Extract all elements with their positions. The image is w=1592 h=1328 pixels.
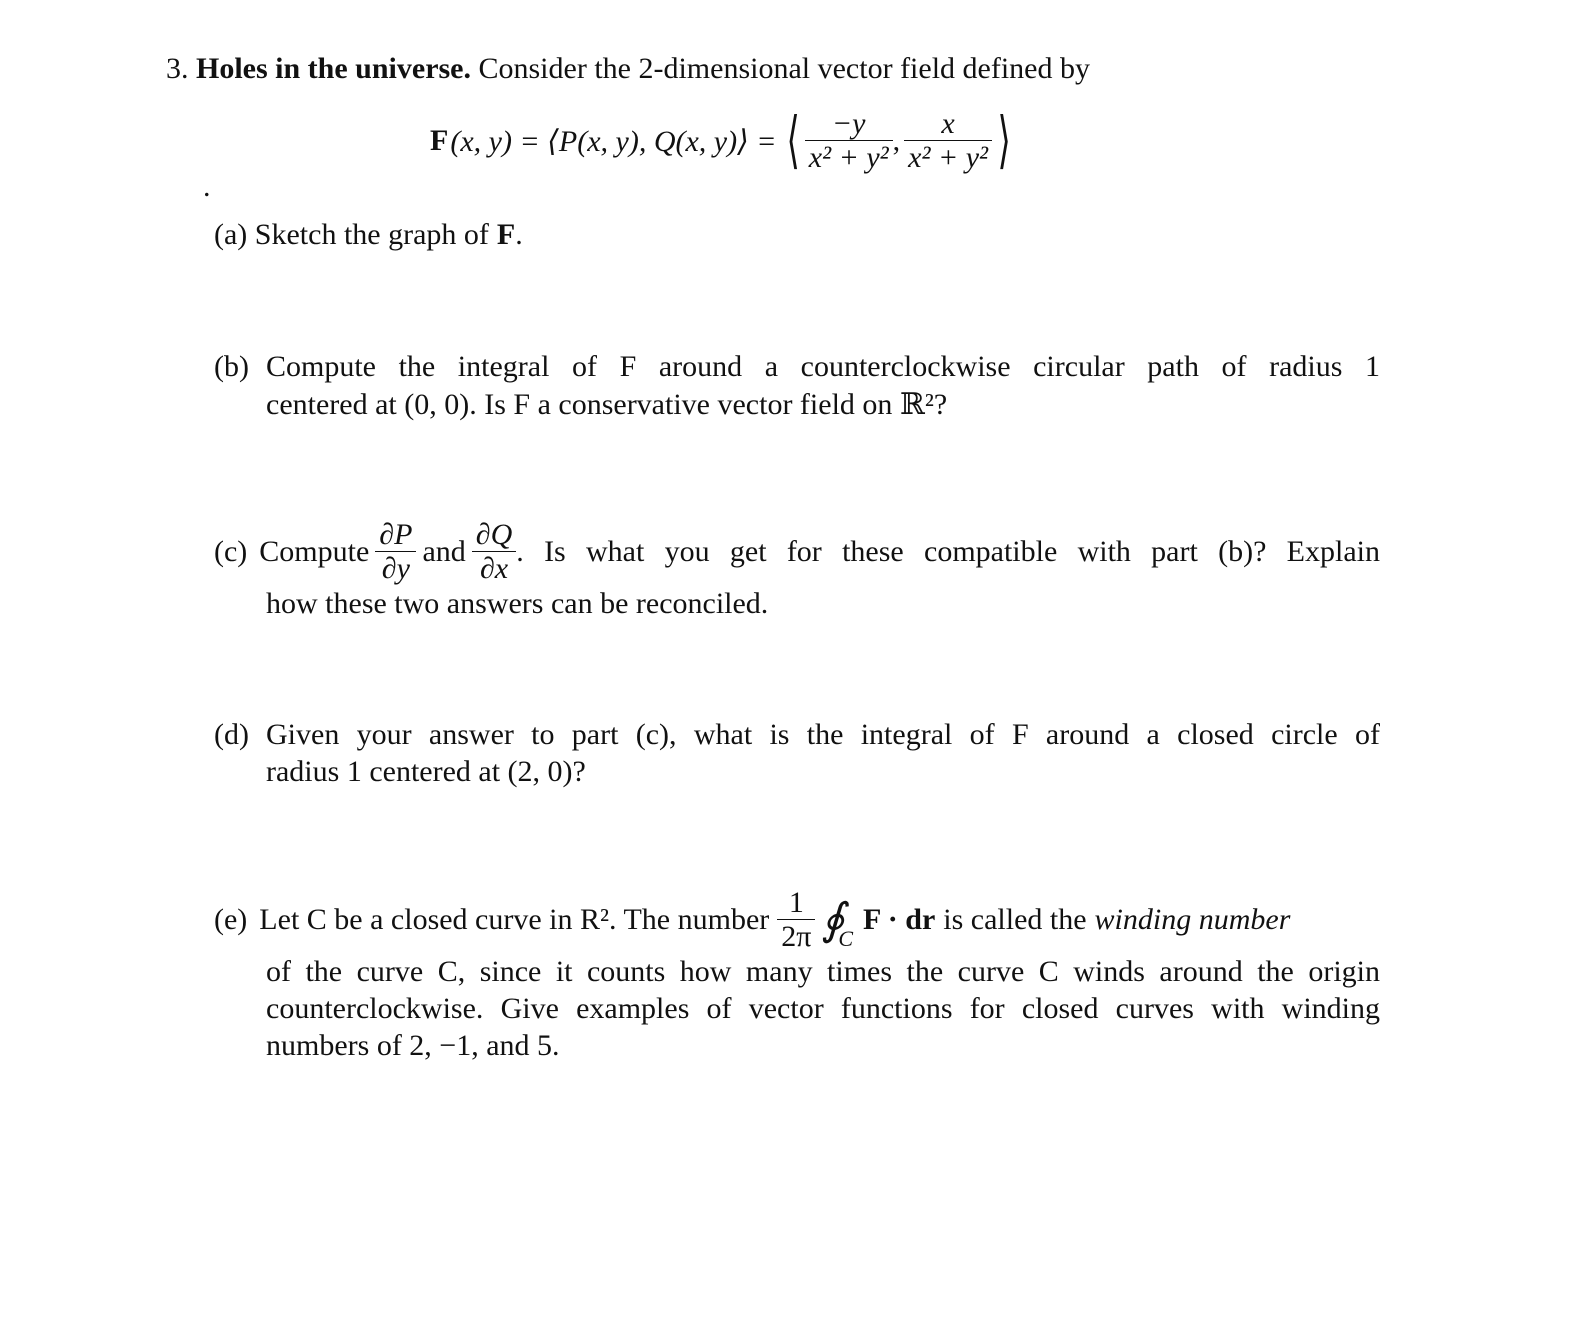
component-2-denominator: x² + y² (904, 140, 992, 174)
part-c-compute: Compute (259, 535, 370, 568)
contour-integral-sign: ∮ (821, 895, 845, 944)
component-2-numerator: x (941, 107, 955, 141)
contour-integral-subscript: C (838, 926, 854, 951)
part-a-bold: F (496, 218, 516, 251)
part-c-line-1 (214, 512, 1380, 592)
part-c-line-2: how these two answers can be reconciled. (266, 587, 769, 620)
part-c-frac2-num: ∂Q (475, 518, 513, 552)
part-d-line-2: radius 1 centered at (2, 0)? (266, 755, 586, 788)
part-e-integrand: F · dr (863, 903, 936, 936)
part-c-frac1-num: ∂P (379, 518, 413, 552)
part-b-line-2: centered at (0, 0). Is F a conservative vector field on ℝ²? (266, 388, 948, 421)
part-c-fraction-1 (375, 519, 416, 585)
problem-number: 3. (166, 52, 189, 85)
vector-field-equation (430, 96, 1016, 186)
part-c-fraction-2 (472, 519, 517, 585)
problem-title: Holes in the universe. (196, 52, 471, 85)
part-c-and: and (422, 535, 466, 568)
part-a (214, 218, 523, 252)
equation-component-1 (805, 108, 893, 174)
part-e-is-called: is called the (943, 903, 1087, 936)
part-e-line-2: of the curve C, since it counts how many times the curve C winds around the origin (266, 955, 1380, 988)
part-e-term: winding number (1094, 903, 1291, 936)
part-a-end: . (515, 218, 523, 251)
part-a-label: (a) (214, 218, 248, 251)
part-d-label: (d) (214, 718, 249, 751)
part-d-line-1: Given your answer to part (c), what is the integral of F around a closed circle of (266, 718, 1380, 751)
problem-intro: Consider the 2-dimensional vector field defined by (478, 52, 1090, 85)
part-e-frac-num: 1 (788, 886, 804, 920)
equation-comma: , (892, 124, 901, 157)
equation-lhs-args: (x, y) = ⟨P(x, y), Q(x, y)⟩ = (450, 124, 777, 158)
equation-lhs-func: F (430, 124, 449, 157)
part-e-frac-den: 2π (777, 919, 815, 953)
part-b-label: (b) (214, 350, 249, 383)
part-c-rest: . Is what you get for these compatible with part (b)? Explain (516, 535, 1380, 568)
part-e-start: Let C be a closed curve in R². The number (259, 903, 770, 936)
part-a-text: Sketch the graph of (254, 218, 489, 251)
part-b-line-1: Compute the integral of F around a counterclockwise circular path of radius 1 (266, 350, 1380, 383)
equation-left-angle: ⟨ (786, 107, 800, 175)
equation-component-2 (904, 108, 992, 174)
problem-header (166, 52, 1090, 86)
component-1-denominator: x² + y² (805, 140, 893, 174)
part-e-label: (e) (214, 903, 248, 936)
part-e-fraction (777, 887, 815, 953)
part-c-label: (c) (214, 535, 248, 568)
part-e-line-3: counterclockwise. Give examples of vector functions for closed curves with winding (266, 992, 1380, 1025)
part-c-frac2-den: ∂x (472, 551, 517, 585)
equation-right-angle: ⟩ (997, 107, 1011, 175)
part-c-frac1-den: ∂y (375, 551, 416, 585)
component-1-numerator: −y (831, 107, 866, 141)
part-e-line-4: numbers of 2, −1, and 5. (266, 1029, 560, 1062)
part-e-line-1 (214, 880, 1384, 960)
equation-trailing-dot: . (203, 170, 211, 203)
